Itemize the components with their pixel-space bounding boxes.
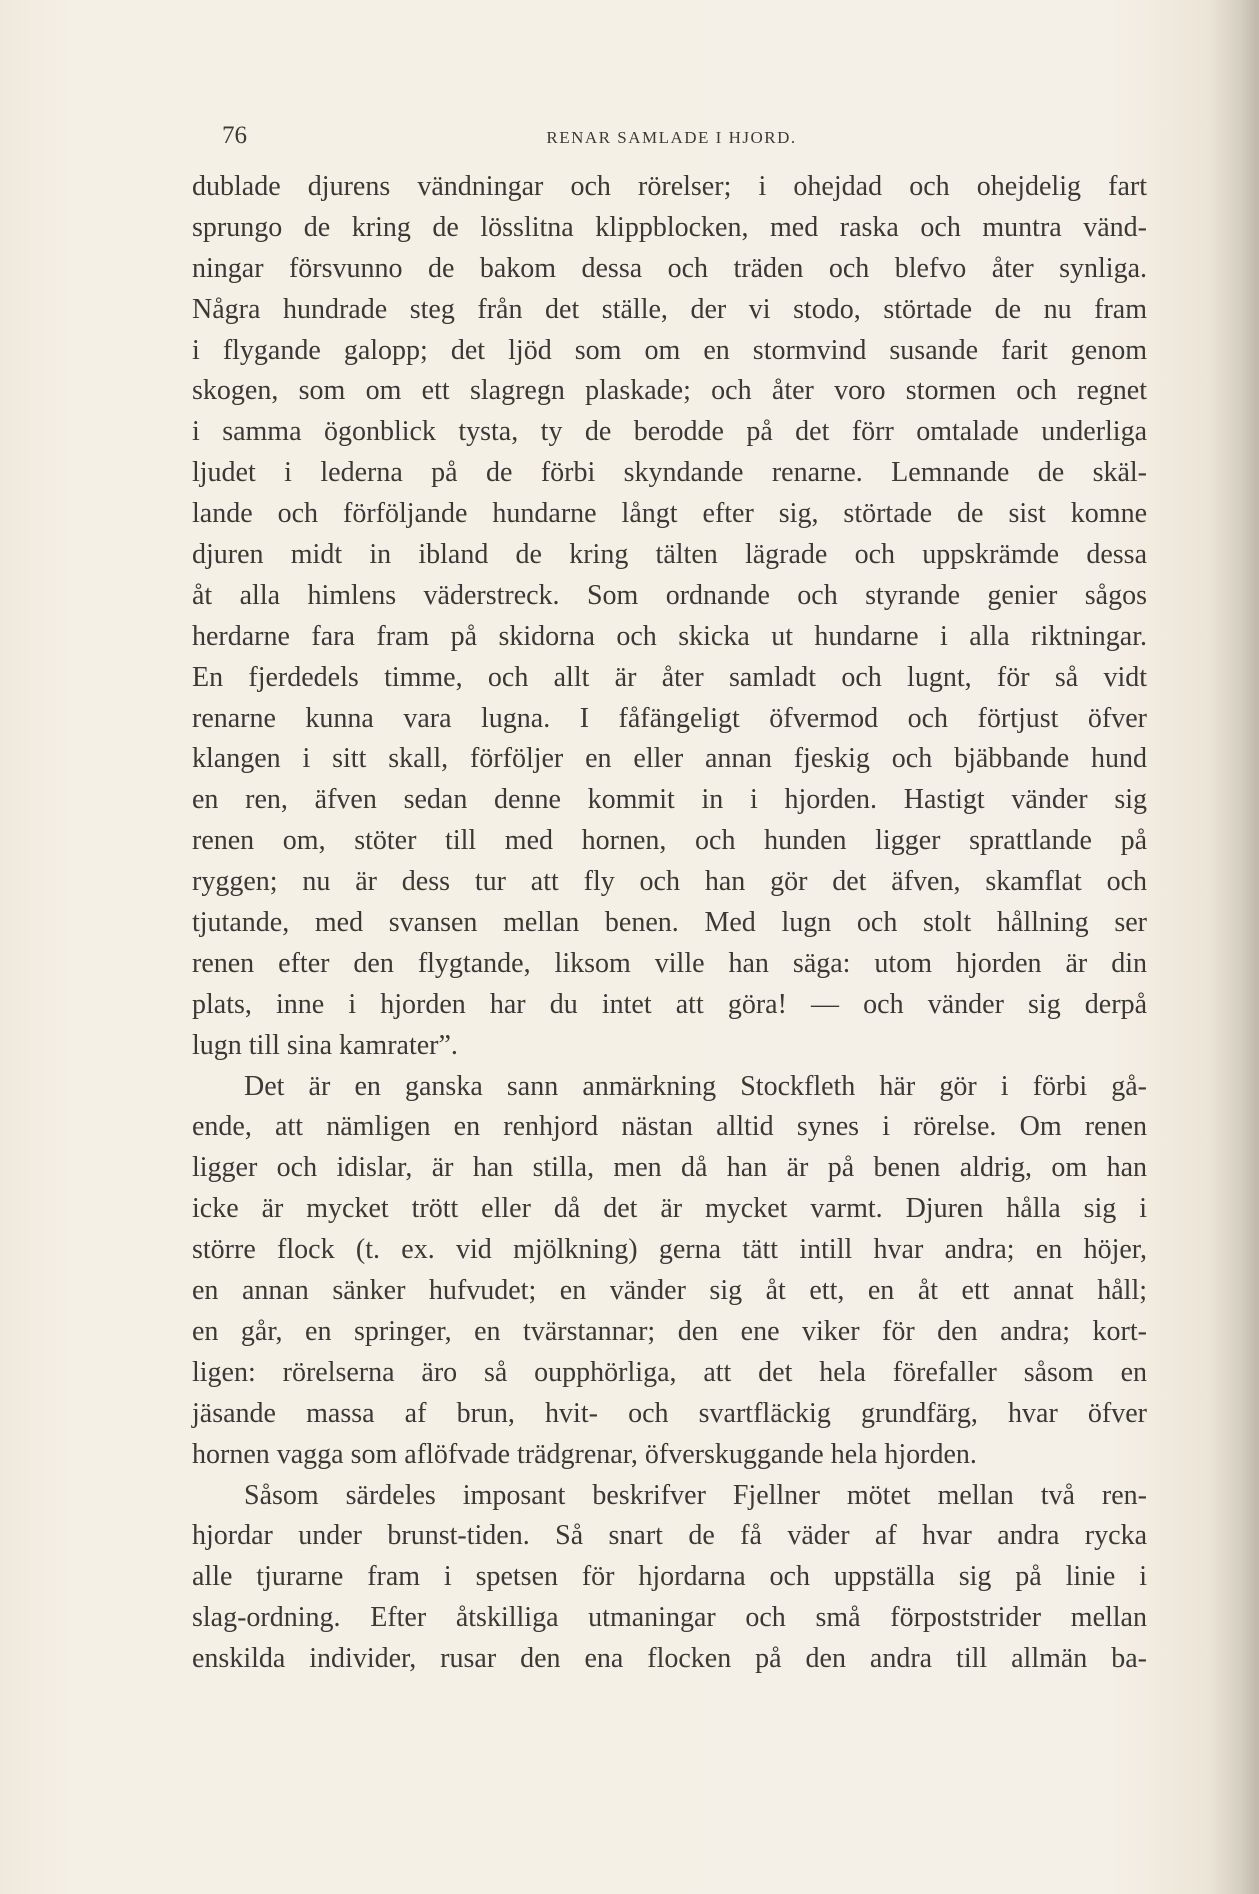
- text-line: ryggen; nu är dess tur att fly och han gör det äfven, skamflat och: [192, 866, 1147, 898]
- page-header: [194, 122, 1149, 152]
- text-line: tjutande, med svansen mellan benen. Med lugn och stolt hållning ser: [192, 907, 1147, 939]
- running-head: RENAR SAMLADE I HJORD.: [546, 128, 797, 147]
- text-line: herdarne fara fram på skidorna och skicka ut hundarne i alla riktningar.: [192, 620, 1147, 652]
- text-line: Såsom särdeles imposant beskrifver Fjellner mötet mellan två ren-: [244, 1479, 1147, 1511]
- text-line: alle tjurarne fram i spetsen för hjordarna och uppställa sig på linie i: [192, 1561, 1147, 1593]
- text-line: icke är mycket trött eller då det är mycket varmt. Djuren hålla sig i: [192, 1193, 1147, 1225]
- text-line: Några hundrade steg från det ställe, der vi stodo, störtade de nu fram: [192, 293, 1147, 325]
- page-number: 76: [222, 122, 247, 149]
- text-line: En fjerdedels timme, och allt är åter samladt och lugnt, för så vidt: [192, 661, 1147, 693]
- text-line: en ren, äfven sedan denne kommit in i hjorden. Hastigt vänder sig: [192, 784, 1147, 816]
- text-line: ligger och idislar, är han stilla, men då han är på benen aldrig, om han: [192, 1152, 1147, 1184]
- text-line: enskilda individer, rusar den ena flocken på den andra till allmän ba-: [192, 1643, 1147, 1675]
- text-line: en annan sänker hufvudet; en vänder sig åt ett, en åt ett annat håll;: [192, 1275, 1147, 1307]
- text-line: lande och förföljande hundarne långt efter sig, störtade de sist komne: [192, 498, 1147, 530]
- text-line: större flock (t. ex. vid mjölkning) gerna tätt intill hvar andra; en höjer,: [192, 1234, 1147, 1266]
- text-line: ningar försvunno de bakom dessa och träden och blefvo åter synliga.: [192, 252, 1147, 284]
- text-line: åt alla himlens väderstreck. Som ordnande och styrande genier sågos: [192, 579, 1147, 611]
- text-line: lugn till sina kamrater”.: [192, 1029, 458, 1061]
- text-line: klangen i sitt skall, förföljer en eller annan fjeskig och bjäbbande hund: [192, 743, 1147, 775]
- text-line: jäsande massa af brun, hvit- och svartfläckig grundfärg, hvar öfver: [192, 1397, 1147, 1429]
- text-line: djuren midt in ibland de kring tälten lägrade och uppskrämde dessa: [192, 539, 1147, 571]
- text-line: renen om, stöter till med hornen, och hunden ligger sprattlande på: [192, 825, 1147, 857]
- text-line: plats, inne i hjorden har du intet att göra! — och vänder sig derpå: [192, 988, 1147, 1020]
- text-line: ligen: rörelserna äro så oupphörliga, att det hela förefaller såsom en: [192, 1356, 1147, 1388]
- text-line: dublade djurens vändningar och rörelser; i ohejdad och ohejdelig fart: [192, 171, 1147, 202]
- text-line: i samma ögonblick tysta, ty de berodde på det förr omtalade underliga: [192, 416, 1147, 448]
- text-line: hornen vagga som aflöfvade trädgrenar, öfverskuggande hela hjorden.: [192, 1438, 977, 1470]
- text-line: i flygande galopp; det ljöd som om en stormvind susande farit genom: [192, 334, 1147, 366]
- text-line: slag-ordning. Efter åtskilliga utmaningar och små förpoststrider mellan: [192, 1602, 1147, 1634]
- text-line: ende, att nämligen en renhjord nästan alltid synes i rörelse. Om renen: [192, 1111, 1147, 1143]
- text-line: skogen, som om ett slagregn plaskade; och åter voro stormen och regnet: [192, 375, 1147, 407]
- text-line: Det är en ganska sann anmärkning Stockfleth här gör i förbi gå-: [244, 1070, 1147, 1102]
- text-line: ljudet i lederna på de förbi skyndande renarne. Lemnande de skäl-: [192, 457, 1147, 489]
- body-text: [192, 167, 1147, 1680]
- text-line: sprungo de kring de lösslitna klippblocken, med raska och muntra vänd-: [192, 211, 1147, 243]
- text-line: renen efter den flygtande, liksom ville han säga: utom hjorden är din: [192, 947, 1147, 979]
- text-line: renarne kunna vara lugna. I fåfängeligt öfvermod och förtjust öfver: [192, 702, 1147, 734]
- text-line: hjordar under brunst-tiden. Så snart de få väder af hvar andra rycka: [192, 1520, 1147, 1552]
- text-line: en går, en springer, en tvärstannar; den ene viker för den andra; kort-: [192, 1315, 1147, 1347]
